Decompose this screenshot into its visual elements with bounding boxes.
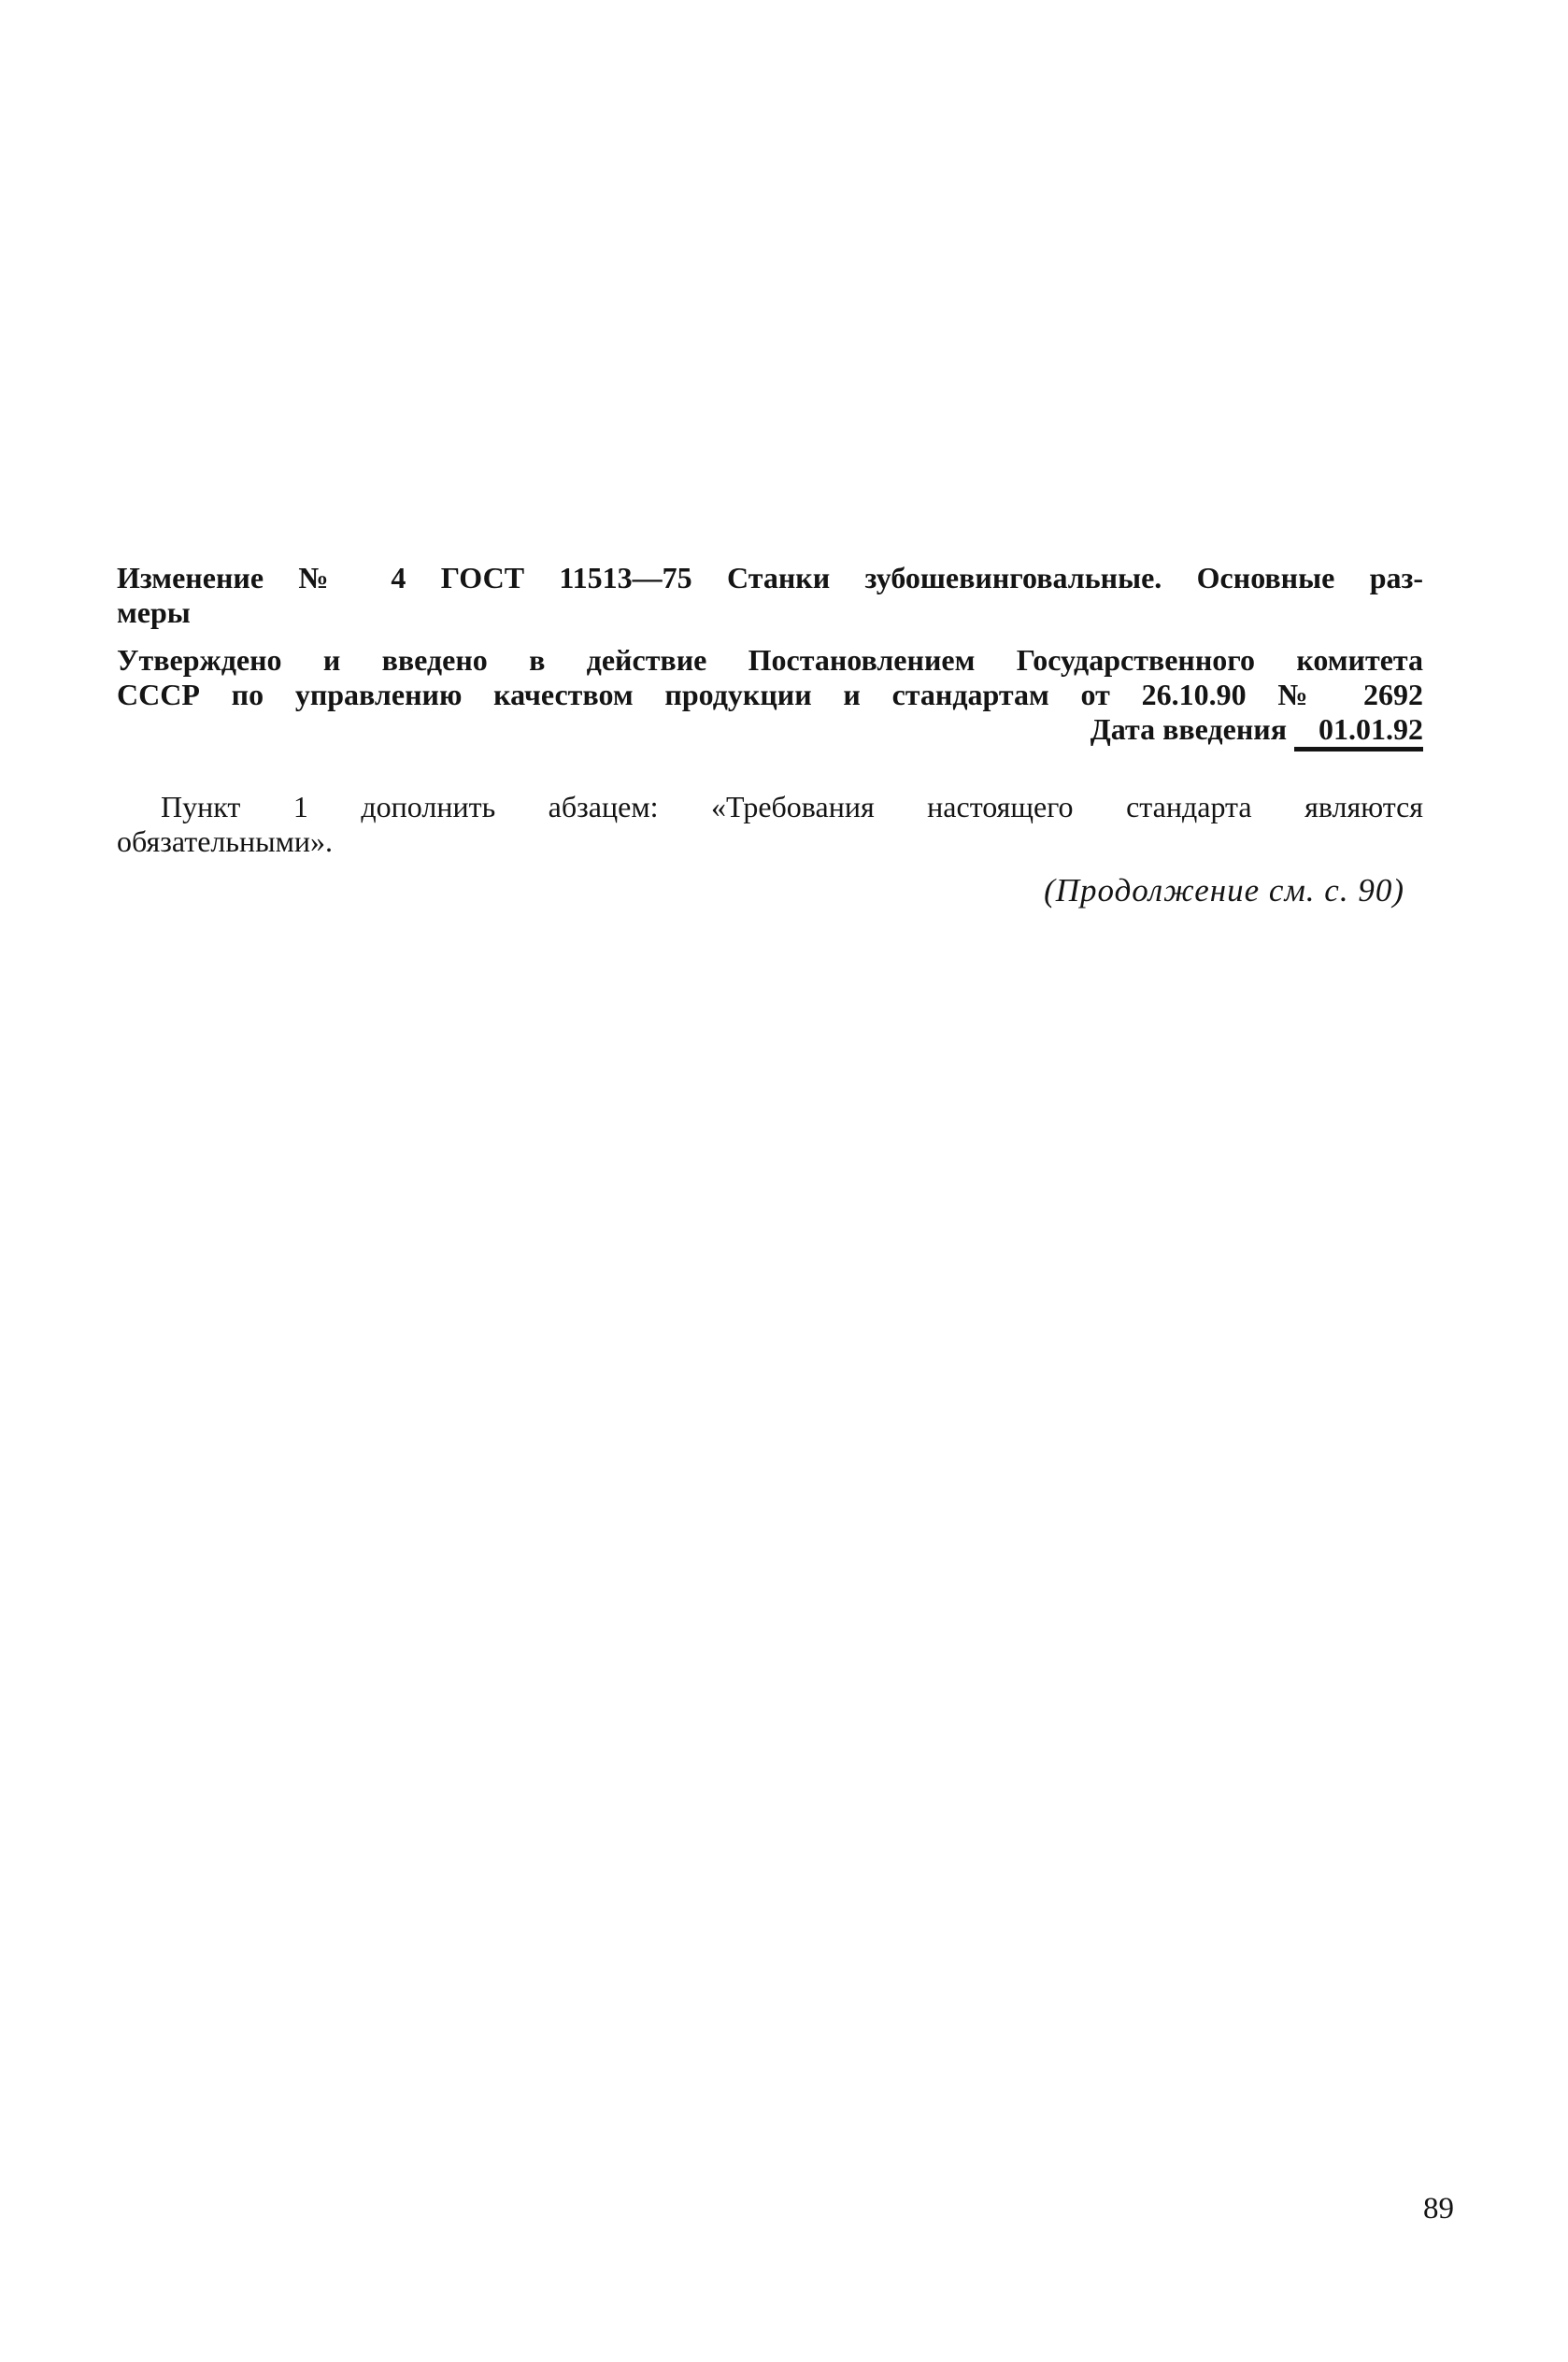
title-line-1: Изменение № 4 ГОСТ 11513—75 Станки зубошевинговальные. Основные раз- bbox=[117, 561, 1423, 594]
page-number: 89 bbox=[1423, 2192, 1454, 2226]
approval-line-1: Утверждено и введено в действие Постановлением Государственного комитета bbox=[117, 643, 1423, 677]
amendment-line-1: Пункт 1 дополнить абзацем: «Требования настоящего стандарта являются bbox=[161, 790, 1423, 823]
effective-date-label: Дата введения bbox=[1090, 712, 1287, 746]
continuation-note: (Продолжение см. с. 90) bbox=[1044, 872, 1404, 909]
amendment-line-2: обязательными». bbox=[117, 824, 333, 858]
title-line-2: меры bbox=[117, 595, 191, 629]
approval-line-2: СССР по управлению качеством продукции и стандартам от 26.10.90 № 2692 bbox=[117, 678, 1423, 711]
effective-date-line bbox=[117, 712, 1423, 752]
amendment-paragraph bbox=[117, 790, 1423, 859]
document-title bbox=[117, 561, 1423, 630]
effective-date-value: 01.01.92 bbox=[1294, 712, 1423, 752]
approval-statement bbox=[117, 643, 1423, 752]
